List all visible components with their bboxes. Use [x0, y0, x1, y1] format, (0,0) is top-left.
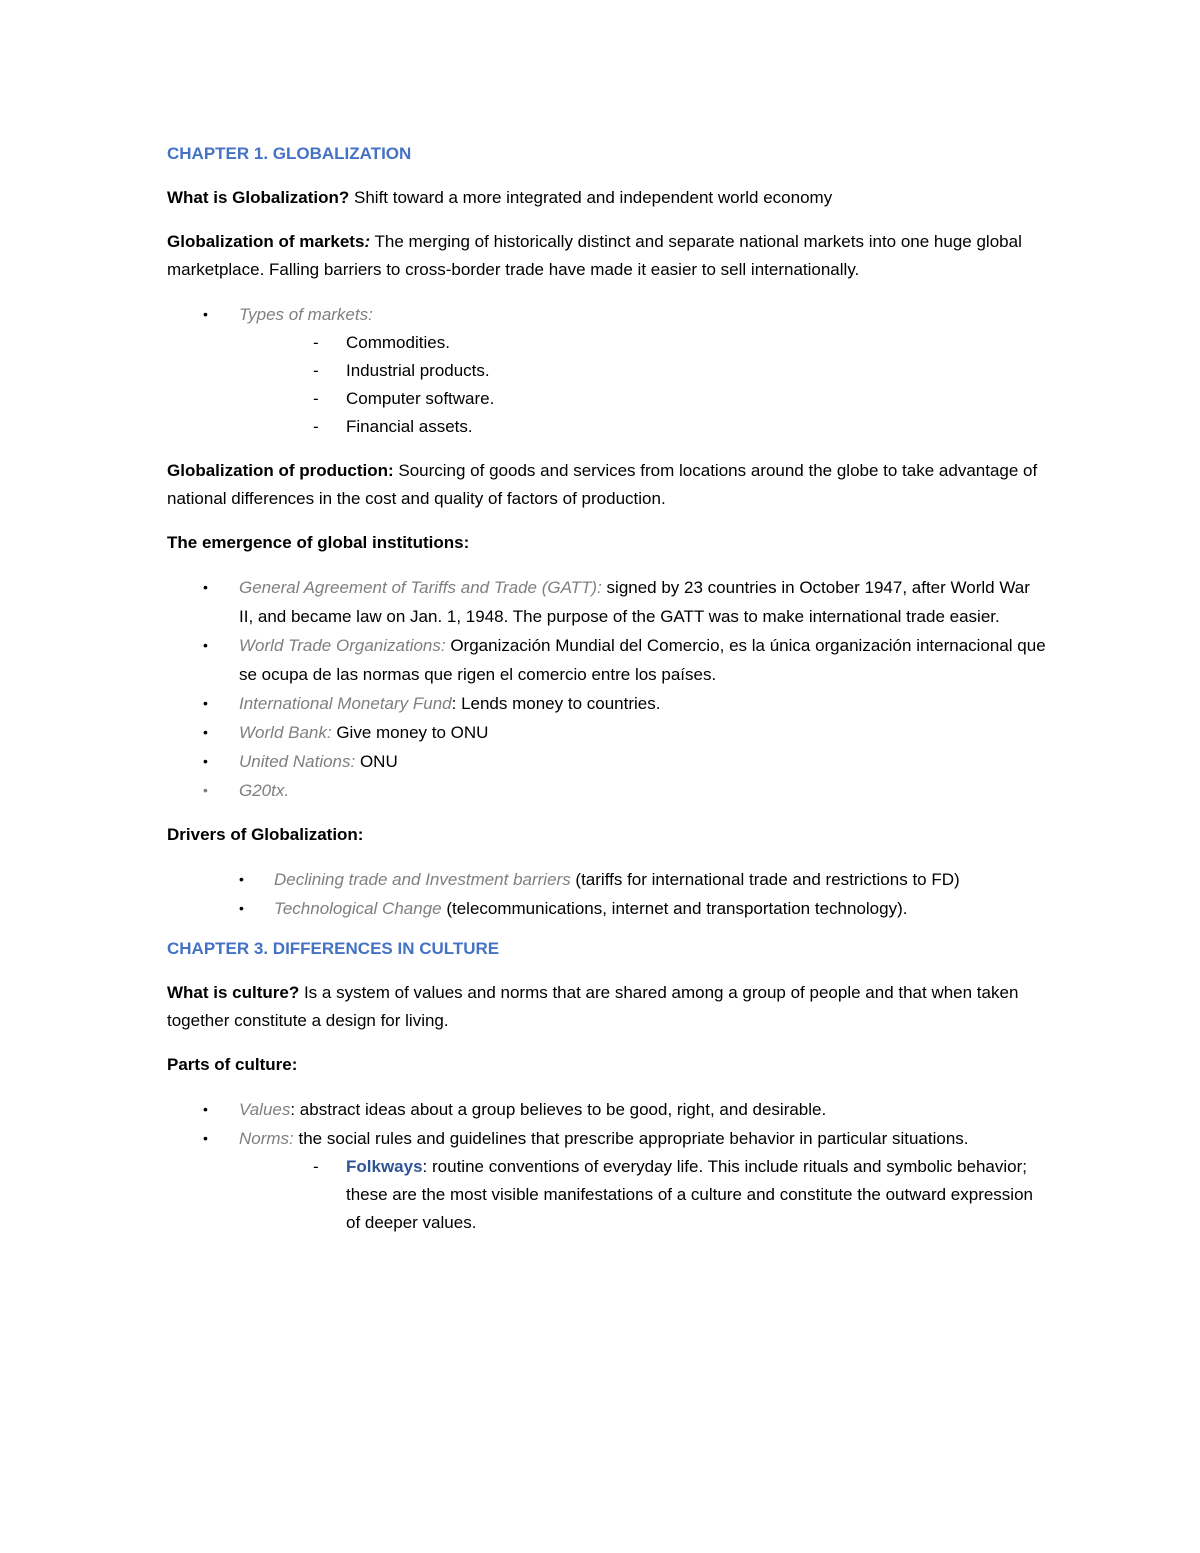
globalization-of-markets-label: Globalization of markets	[167, 232, 365, 251]
globalization-of-markets-text: The merging of historically distinct and separate national markets into one huge global marketplace. Falling barriers to cross-border trade have made it easier to sell internationally.	[167, 232, 1022, 279]
parts-of-culture-list	[167, 1095, 1047, 1237]
list-item	[239, 329, 1047, 357]
drivers-of-globalization-label: Drivers of Globalization:	[167, 825, 364, 844]
parts-of-culture-label: Parts of culture:	[167, 1055, 298, 1074]
driver-term: Declining trade and Investment barriers	[274, 870, 571, 889]
norms-sublist	[239, 1153, 1047, 1237]
list-item	[239, 413, 1047, 441]
list-item	[167, 573, 1047, 631]
list-item	[167, 718, 1047, 747]
dash-icon: -	[313, 389, 319, 408]
driver-term: Technological Change	[274, 899, 442, 918]
norms-text: the social rules and guidelines that prescribe appropriate behavior in particular situations.	[293, 1129, 969, 1148]
institution-text: signed by 23 countries in October 1947, after World War II, and became law on Jan. 1, 1948. The purpose of the GATT was to make international trade easier.	[239, 578, 1030, 626]
list-item	[167, 1124, 1047, 1237]
list-item	[239, 357, 1047, 385]
globalization-of-production-text: Sourcing of goods and services from locations around the globe to take advantage of national differences in the cost and quality of factors of production.	[167, 461, 1038, 508]
norms-term: Norms:	[239, 1129, 294, 1148]
market-type: Commodities.	[346, 333, 450, 352]
what-is-culture-paragraph	[167, 979, 1047, 1035]
what-is-globalization-label: What is Globalization?	[167, 188, 350, 207]
what-is-culture-label: What is culture?	[167, 983, 300, 1002]
institution-term: World Bank:	[239, 723, 332, 742]
list-item	[167, 1095, 1047, 1124]
bullet-icon: •	[203, 579, 208, 595]
what-is-culture-text: Is a system of values and norms that are shared among a group of people and that when taken together constitute a design for living.	[167, 983, 1019, 1030]
what-is-globalization-text: Shift toward a more integrated and independent world economy	[349, 188, 833, 207]
chapter-3-heading: CHAPTER 3. DIFFERENCES IN CULTURE	[167, 939, 500, 958]
globalization-of-markets-colon: :	[364, 232, 371, 251]
bullet-icon: •	[203, 695, 208, 711]
institution-term: G20tx.	[239, 781, 290, 800]
bullet-icon: •	[203, 753, 208, 769]
dash-icon: -	[313, 417, 319, 436]
driver-text: (telecommunications, internet and transportation technology).	[441, 899, 908, 918]
drivers-list	[167, 865, 1047, 923]
list-item	[167, 894, 1047, 923]
global-institutions-label: The emergence of global institutions:	[167, 533, 470, 552]
market-type: Computer software.	[346, 389, 495, 408]
market-type: Industrial products.	[346, 361, 490, 380]
types-of-markets-item	[167, 300, 1047, 441]
institution-text: : Lends money to countries.	[451, 694, 661, 713]
bullet-icon: •	[203, 637, 208, 653]
globalization-of-production-paragraph	[167, 457, 1047, 513]
list-item	[239, 385, 1047, 413]
values-term: Values	[239, 1100, 291, 1119]
types-of-markets-label: Types of markets:	[239, 305, 373, 324]
list-item	[167, 631, 1047, 689]
document-page	[167, 140, 1047, 1253]
bullet-icon: •	[203, 782, 208, 798]
bullet-icon: •	[203, 306, 208, 322]
market-types-sublist	[239, 329, 1047, 441]
institution-term: World Trade Organizations:	[239, 636, 446, 655]
bullet-icon: •	[203, 1130, 208, 1146]
institution-term: International Monetary Fund	[239, 694, 452, 713]
institutions-list	[167, 573, 1047, 805]
list-item	[167, 776, 1047, 805]
institution-term: General Agreement of Tariffs and Trade (GATT):	[239, 578, 602, 597]
dash-icon: -	[313, 361, 319, 380]
globalization-of-production-label: Globalization of production:	[167, 461, 394, 480]
folkways-term: Folkways	[346, 1157, 423, 1176]
dash-icon: -	[313, 1157, 319, 1176]
bullet-icon: •	[239, 900, 244, 916]
chapter-1-heading: CHAPTER 1. GLOBALIZATION	[167, 144, 412, 163]
list-item	[167, 865, 1047, 894]
bullet-icon: •	[203, 1101, 208, 1117]
types-of-markets-list	[167, 300, 1047, 441]
list-item	[167, 747, 1047, 776]
list-item	[167, 689, 1047, 718]
what-is-globalization-paragraph	[167, 184, 1047, 212]
list-item	[239, 1153, 1047, 1237]
market-type: Financial assets.	[346, 417, 473, 436]
bullet-icon: •	[239, 871, 244, 887]
institution-text: ONU	[355, 752, 398, 771]
dash-icon: -	[313, 333, 319, 352]
folkways-text: : routine conventions of everyday life. This include rituals and symbolic behavior; these are the most visible manifestations of a culture and constitute the outward expression of deeper values.	[346, 1157, 1033, 1232]
institution-term: United Nations:	[239, 752, 356, 771]
globalization-of-markets-paragraph	[167, 228, 1047, 284]
bullet-icon: •	[203, 724, 208, 740]
values-text: : abstract ideas about a group believes to be good, right, and desirable.	[290, 1100, 827, 1119]
institution-text: Give money to ONU	[331, 723, 489, 742]
institution-text: Organización Mundial del Comercio, es la única organización internacional que se ocupa de las normas que rigen el comercio entre los países.	[239, 636, 1046, 684]
driver-text: (tariffs for international trade and restrictions to FD)	[570, 870, 960, 889]
